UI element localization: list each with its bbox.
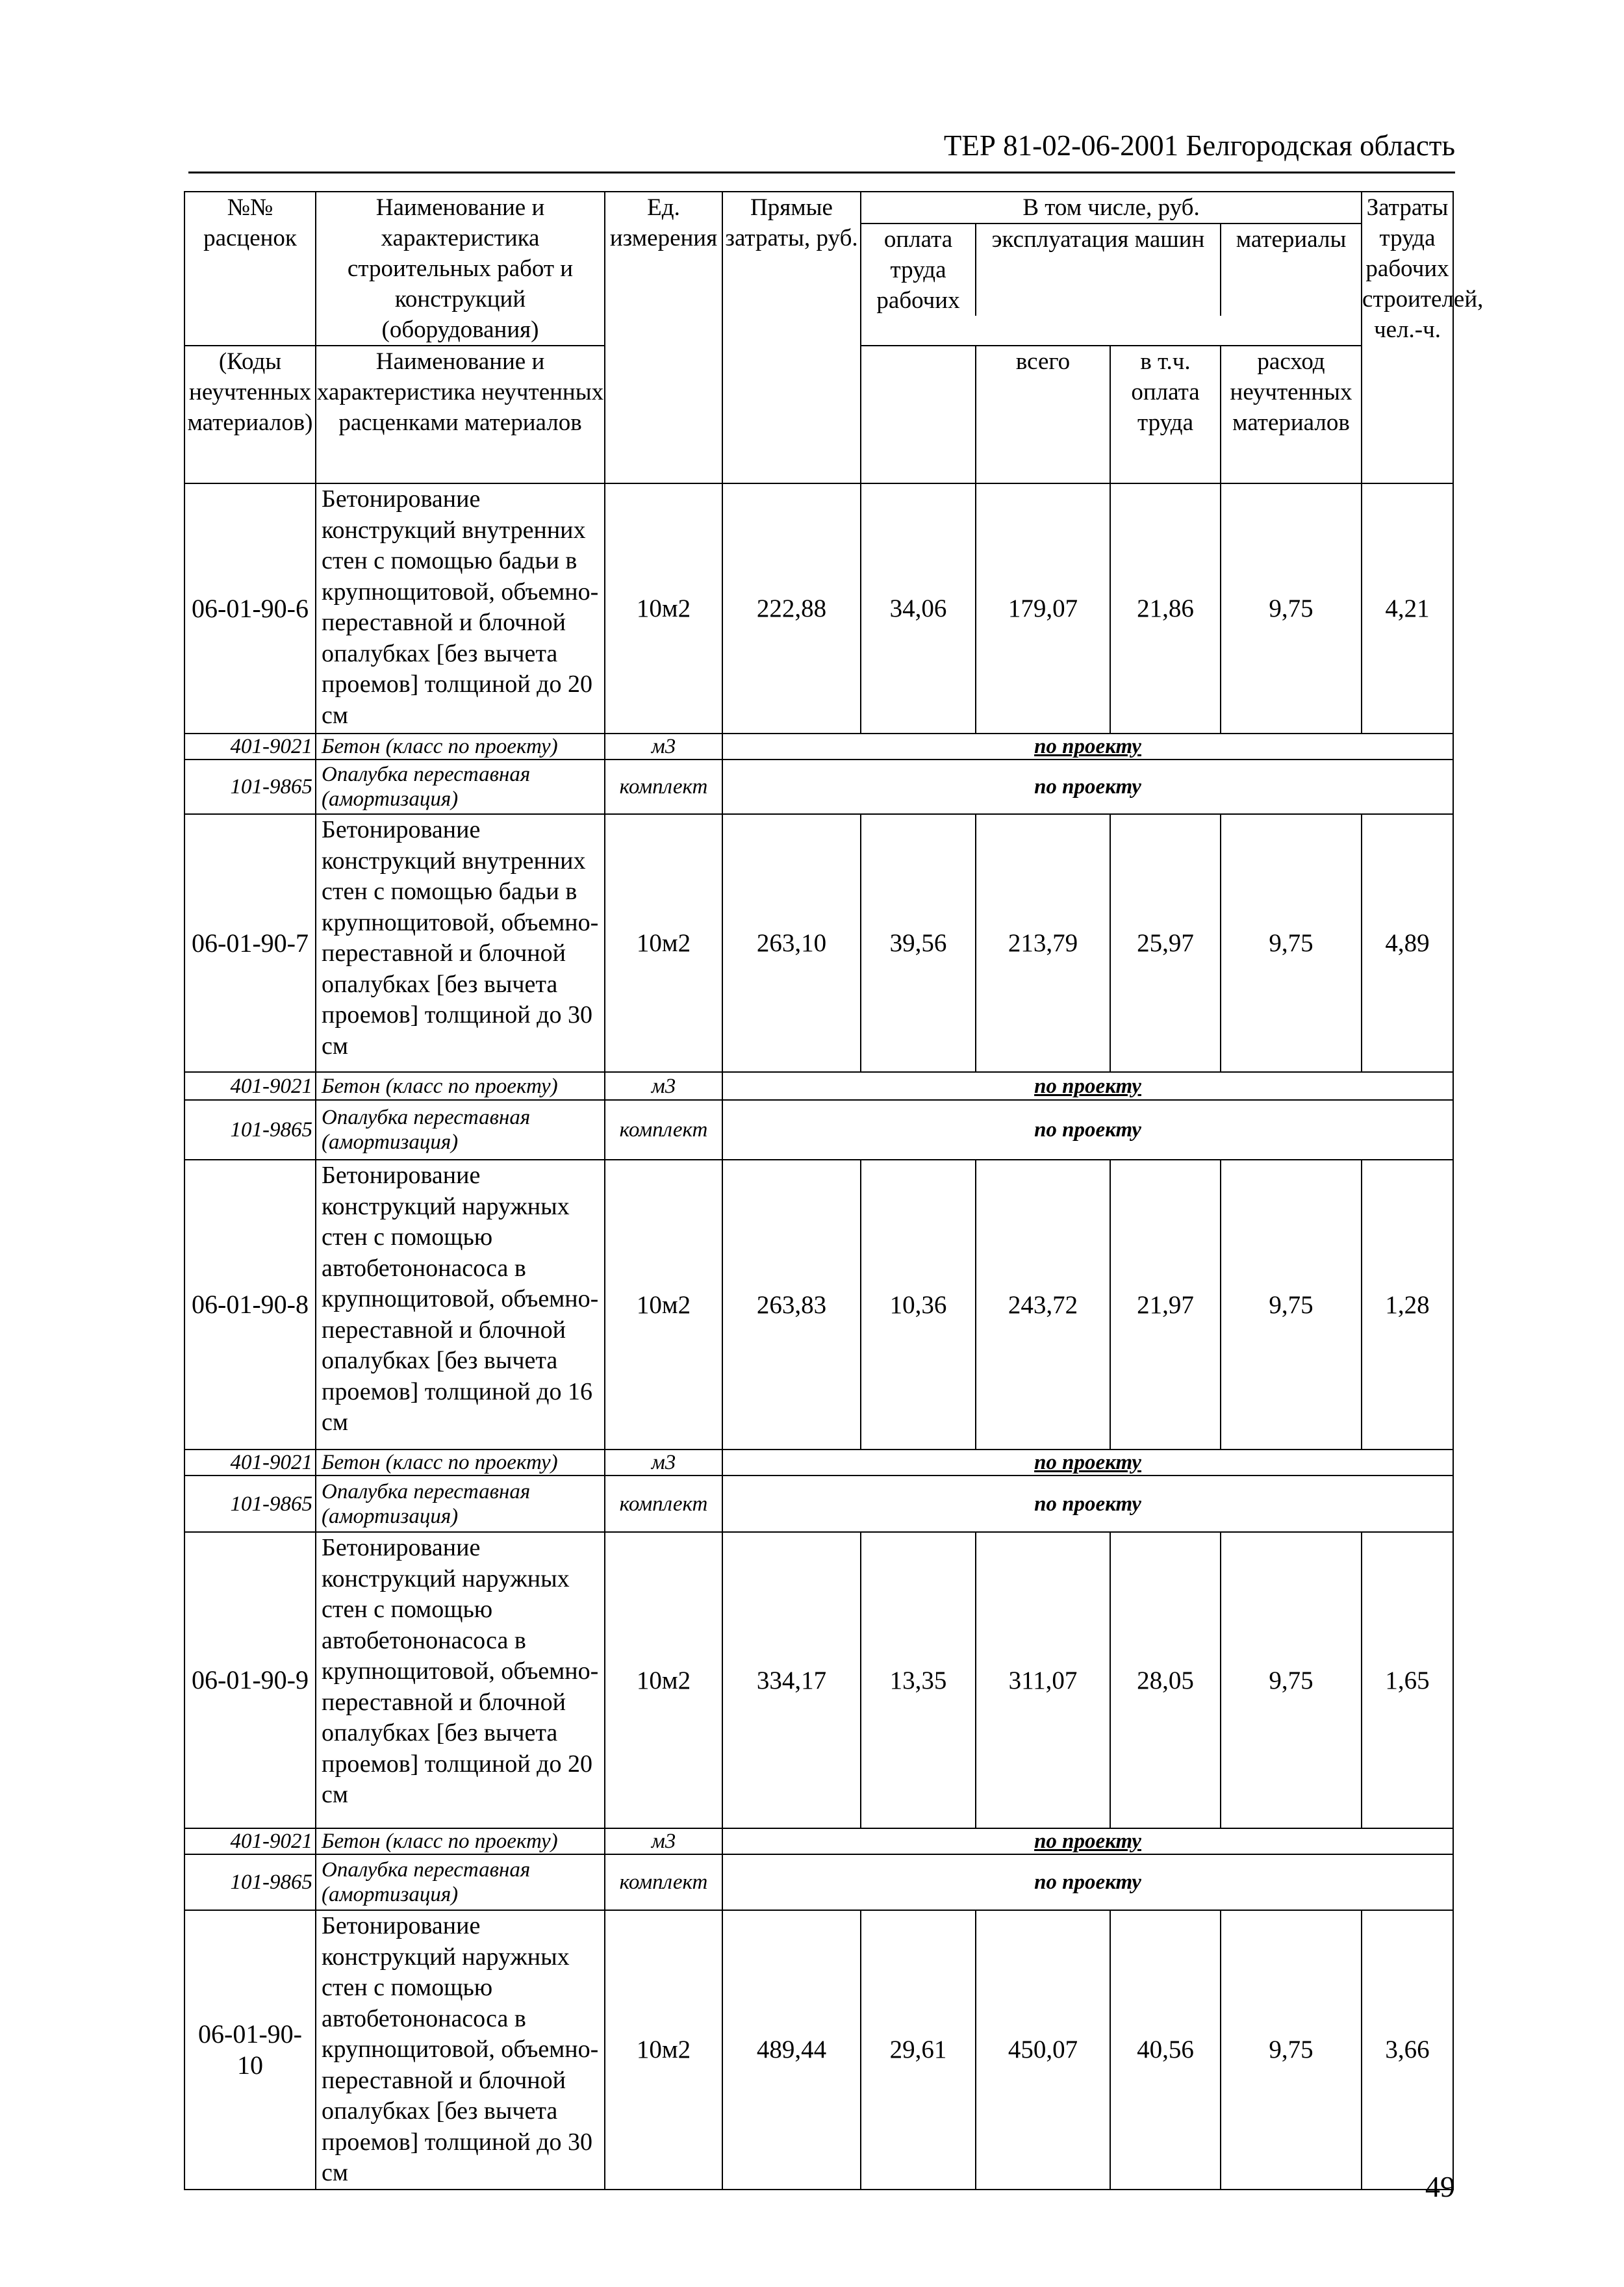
header-materials: материалы (1236, 226, 1347, 253)
rate-materials: 9,75 (1221, 1532, 1362, 1828)
rates-table (184, 191, 1484, 2190)
rate-machines-labor: 25,97 (1110, 814, 1221, 1072)
rate-code: 06-01-90-10 (184, 1910, 316, 2190)
rate-machines-total: 450,07 (976, 1910, 1110, 2190)
material-code: 401-9021 (184, 1072, 316, 1100)
material-code: 401-9021 (184, 734, 316, 760)
material-name: Опалубка переставная (амортизация) (316, 1100, 605, 1160)
rate-labor-pay: 34,06 (861, 483, 976, 734)
rate-description: Бетонирование конструкций наружных стен с помощью автобетононасоса в крупнощитовой, объемно-переставной и блочной опалубках [без вычета проемов] толщиной до 30 см (316, 1910, 605, 2190)
rate-machines-labor: 21,86 (1110, 483, 1221, 734)
rate-unit: 10м2 (605, 814, 722, 1072)
rate-direct-costs: 489,44 (722, 1910, 861, 2190)
material-row (184, 1854, 1453, 1910)
material-unit: м3 (605, 1828, 722, 1854)
header-including: В том числе, руб. (861, 192, 1361, 224)
header-name: Наименование и характеристика строительных работ и конструкций (оборудования) (316, 192, 605, 346)
header-code-alt: (Коды неучтенных материалов) (184, 346, 316, 483)
header-including-sub (861, 224, 1361, 316)
header-labor-pay-cont (861, 346, 976, 483)
header-labor-pay: оплата труда рабочих (861, 224, 976, 316)
material-value: по проекту (722, 1854, 1453, 1910)
rate-direct-costs: 334,17 (722, 1532, 861, 1828)
header-name-alt: Наименование и характеристика неучтенных расценками материалов (316, 346, 605, 483)
rate-machines-total: 213,79 (976, 814, 1110, 1072)
material-value: по проекту (722, 1100, 1453, 1160)
material-row (184, 1072, 1453, 1100)
material-code: 101-9865 (184, 1100, 316, 1160)
header-including-group (861, 192, 1362, 346)
material-value: по проекту (722, 1828, 1453, 1854)
rate-direct-costs: 263,10 (722, 814, 861, 1072)
material-value: по проекту (722, 760, 1453, 814)
rate-materials: 9,75 (1221, 1910, 1362, 2190)
rate-labor-hours: 1,28 (1362, 1160, 1453, 1450)
rate-machines-total: 311,07 (976, 1532, 1110, 1828)
header-code: №№ расценок (184, 192, 316, 346)
material-name: Бетон (класс по проекту) (316, 1072, 605, 1100)
header-labor-hours: Затраты труда рабочих строителей, чел.-ч. (1362, 192, 1453, 483)
material-name: Бетон (класс по проекту) (316, 1828, 605, 1854)
material-unit: комплект (605, 1854, 722, 1910)
material-row (184, 760, 1453, 814)
rate-row (184, 1910, 1453, 2190)
rate-description: Бетонирование конструкций наружных стен с помощью автобетононасоса в крупнощитовой, объемно-переставной и блочной опалубках [без вычета проемов] толщиной до 20 см (316, 1532, 605, 1828)
material-row (184, 1100, 1453, 1160)
document-title: ТЕР 81-02-06-2001 Белгородская область (943, 129, 1455, 162)
material-row (184, 734, 1453, 760)
rate-labor-hours: 3,66 (1362, 1910, 1453, 2190)
rate-row (184, 483, 1453, 734)
header-unit: Ед. измерения (605, 192, 722, 483)
title-rule (188, 172, 1455, 173)
rate-machines-labor: 28,05 (1110, 1532, 1221, 1828)
header-row-top (184, 192, 1453, 346)
material-unit: м3 (605, 734, 722, 760)
material-code: 101-9865 (184, 1854, 316, 1910)
rate-row (184, 814, 1453, 1072)
material-code: 401-9021 (184, 1828, 316, 1854)
rate-materials: 9,75 (1221, 1160, 1362, 1450)
rate-unit: 10м2 (605, 1532, 722, 1828)
rate-code: 06-01-90-7 (184, 814, 316, 1072)
rate-materials: 9,75 (1221, 814, 1362, 1072)
rate-labor-pay: 10,36 (861, 1160, 976, 1450)
material-unit: м3 (605, 1450, 722, 1476)
header-machines: эксплуатация машин (976, 224, 1221, 316)
material-name: Опалубка переставная (амортизация) (316, 760, 605, 814)
material-unit: комплект (605, 1100, 722, 1160)
rate-direct-costs: 263,83 (722, 1160, 861, 1450)
rate-code: 06-01-90-6 (184, 483, 316, 734)
material-code: 101-9865 (184, 760, 316, 814)
rate-description: Бетонирование конструкций внутренних стен с помощью бадьи в крупнощитовой, объемно-переставной и блочной опалубках [без вычета проемов] толщиной до 30 см (316, 814, 605, 1072)
rate-description: Бетонирование конструкций наружных стен с помощью автобетононасоса в крупнощитовой, объемно-переставной и блочной опалубках [без вычета проемов] толщиной до 16 см (316, 1160, 605, 1450)
material-value: по проекту (722, 1072, 1453, 1100)
material-row (184, 1828, 1453, 1854)
material-value: по проекту (722, 1450, 1453, 1476)
rate-code: 06-01-90-9 (184, 1532, 316, 1828)
material-row (184, 1450, 1453, 1476)
header-materials-alt: расход неучтенных материалов (1221, 346, 1362, 483)
rate-row (184, 1532, 1453, 1828)
rate-labor-hours: 4,21 (1362, 483, 1453, 734)
rate-machines-total: 243,72 (976, 1160, 1110, 1450)
material-value: по проекту (722, 1476, 1453, 1532)
rate-machines-total: 179,07 (976, 483, 1110, 734)
rate-labor-hours: 1,65 (1362, 1532, 1453, 1828)
material-name: Опалубка переставная (амортизация) (316, 1476, 605, 1532)
rate-machines-labor: 21,97 (1110, 1160, 1221, 1450)
material-code: 101-9865 (184, 1476, 316, 1532)
rate-code: 06-01-90-8 (184, 1160, 316, 1450)
material-unit: м3 (605, 1072, 722, 1100)
rate-direct-costs: 222,88 (722, 483, 861, 734)
material-unit: комплект (605, 760, 722, 814)
rate-labor-pay: 39,56 (861, 814, 976, 1072)
rate-machines-labor: 40,56 (1110, 1910, 1221, 2190)
header-machines-total: всего (976, 346, 1110, 483)
header-direct-costs: Прямые затраты, руб. (722, 192, 861, 483)
header-machines-labor: в т.ч. оплата труда (1110, 346, 1221, 483)
rate-unit: 10м2 (605, 1910, 722, 2190)
material-name: Бетон (класс по проекту) (316, 734, 605, 760)
material-row (184, 1476, 1453, 1532)
material-unit: комплект (605, 1476, 722, 1532)
rate-row (184, 1160, 1453, 1450)
material-value: по проекту (722, 734, 1453, 760)
rate-labor-hours: 4,89 (1362, 814, 1453, 1072)
material-name: Опалубка переставная (амортизация) (316, 1854, 605, 1910)
rate-materials: 9,75 (1221, 483, 1362, 734)
rate-labor-pay: 29,61 (861, 1910, 976, 2190)
page-number: 49 (1425, 2170, 1455, 2203)
material-name: Бетон (класс по проекту) (316, 1450, 605, 1476)
rate-unit: 10м2 (605, 1160, 722, 1450)
rate-labor-pay: 13,35 (861, 1532, 976, 1828)
rate-description: Бетонирование конструкций внутренних стен с помощью бадьи в крупнощитовой, объемно-переставной и блочной опалубках [без вычета проемов] толщиной до 20 см (316, 483, 605, 734)
rate-unit: 10м2 (605, 483, 722, 734)
material-code: 401-9021 (184, 1450, 316, 1476)
